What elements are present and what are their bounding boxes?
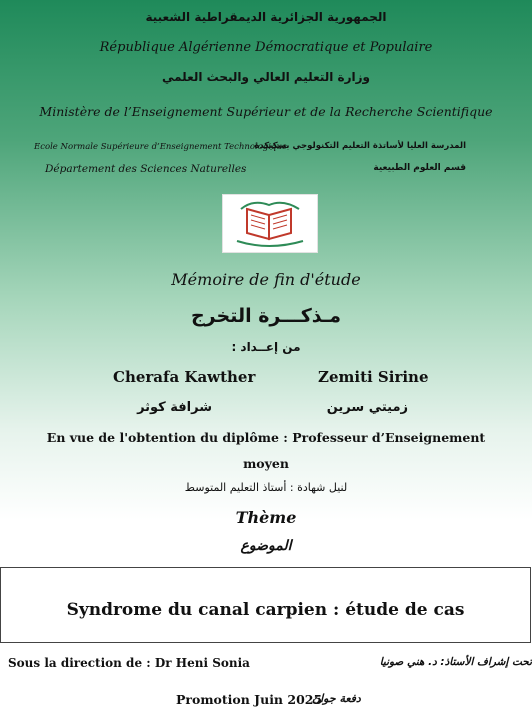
promotion-arabic: دفعة جوان: [312, 692, 361, 705]
diploma-line-1: En vue de l'obtention du diplôme : Professeur d’Enseignement: [46, 430, 486, 445]
theme-label-arabic: الموضوع: [240, 538, 292, 554]
diploma-line-2: moyen: [243, 456, 289, 471]
school-arabic: المدرسة العليا لأساتذة التعليم التكنولوجي بسكيكدة: [254, 141, 466, 151]
author-2-name-arabic: زميتي سرين: [326, 400, 408, 415]
republic-french: République Algérienne Démocratique et Populaire: [99, 40, 433, 55]
memoir-title-french: Mémoire de fin d'étude: [171, 270, 361, 289]
supervisor-arabic: تحت إشراف الأستاذ: د. هني صونيا: [379, 656, 532, 668]
department-arabic: قسم العلوم الطبيعية: [373, 163, 466, 173]
open-book-logo-icon: [223, 195, 317, 252]
department-french: Département des Sciences Naturelles: [45, 163, 247, 175]
theme-text: Syndrome du canal carpien : étude de cas: [66, 600, 465, 620]
ministry-arabic: وزارة التعليم العالي والبحث العلمي: [161, 70, 371, 84]
promotion-french: Promotion Juin 2025: [176, 692, 323, 707]
author-2-name: Zemiti Sirine: [318, 368, 429, 386]
theme-label-french: Thème: [235, 508, 297, 527]
diploma-arabic: لنيل شهادة : أستاذ التعليم المتوسط: [184, 481, 348, 494]
author-1-name: Cherafa Kawther: [113, 368, 256, 386]
memoir-title-arabic: مـذكـــرة التخرج: [190, 305, 342, 327]
supervisor-french: Sous la direction de : Dr Heni Sonia: [8, 656, 250, 670]
school-logo: [222, 194, 318, 253]
republic-arabic: الجمهورية الجزائرية الديمقراطية الشعبية: [145, 10, 387, 24]
author-1-name-arabic: شرافة كوثر: [137, 400, 212, 415]
school-french: Ecole Normale Supérieure d’Enseignement Technologique: [34, 142, 287, 152]
ministry-french: Ministère de l’Enseignement Supérieur et de la Recherche Scientifique: [39, 104, 493, 119]
theme-box: [0, 567, 531, 643]
prepared-by-label: من إعــداد :: [231, 340, 301, 354]
